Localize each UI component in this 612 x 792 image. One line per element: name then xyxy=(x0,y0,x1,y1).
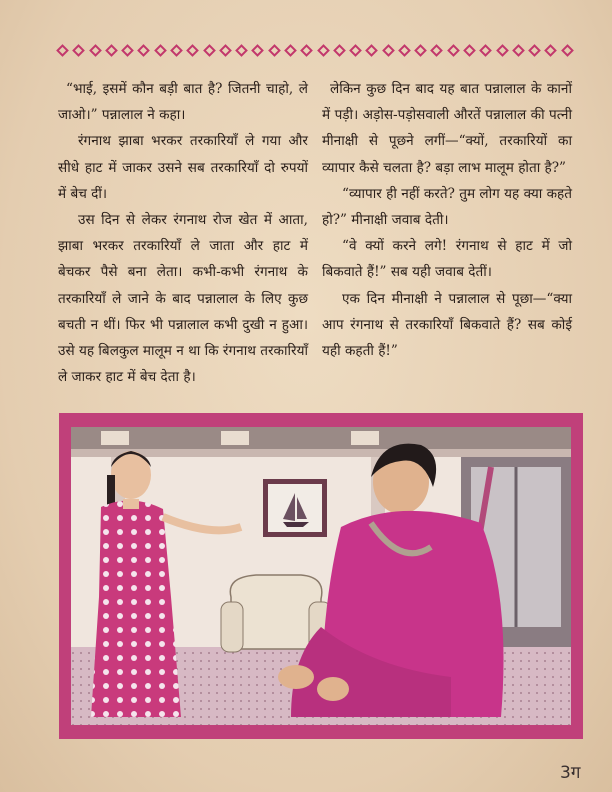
paragraph: उस दिन से लेकर रंगनाथ रोज खेत में आता, झाबा भरकर तरकारियाँ ले जाता और हाट में बेचकर पैसे बना लेता। कभी-कभी रंगनाथ के तरकारियाँ ले जाने के बाद पन्नालाल के लिए कुछ बचती न थीं। फिर भी पन्नालाल कभी दुखी न हुआ। उसे यह बिलकुल मालूम न था कि रंगनाथ तरकारियाँ ले जाकर हाट में बेच देता है। xyxy=(58,212,308,386)
woman-talking-to-seated-man-illustration xyxy=(71,427,571,725)
story-illustration xyxy=(59,413,583,739)
page-number: 3ग xyxy=(560,763,581,783)
paragraph: रंगनाथ झाबा भरकर तरकारियाँ ले गया और सीधे हाट में जाकर उसने सब तरकारियाँ दो रुपयों में बेच दीं। xyxy=(58,133,308,202)
paragraph: लेकिन कुछ दिन बाद यह बात पन्नालाल के कानों में पड़ी। अड़ोस-पड़ोसवाली औरतें पन्नालाल की पत्नी मीनाक्षी से पूछने लगीं—“क्यों, तरकारियों का व्यापार कैसे चलता है? बड़ा लाभ मालूम होता है?” xyxy=(322,81,572,176)
decorative-border xyxy=(58,42,572,58)
right-text-column xyxy=(322,76,572,364)
paragraph: एक दिन मीनाक्षी ने पन्नालाल से पूछा—“क्या आप रंगनाथ से तरकारियाँ बिकवाते हैं? सब कोई यही कहती हैं!” xyxy=(322,290,572,360)
paragraph: “व्यापार ही नहीं करते? तुम लोग यह क्या कहते हो?” मीनाक्षी जवाब देती। xyxy=(322,185,572,229)
paragraph: “भाई, इसमें कौन बड़ी बात है? जितनी चाहो, ले जाओ।” पन्नालाल ने कहा। xyxy=(58,81,308,124)
left-text-column xyxy=(58,76,308,390)
paragraph: “वे क्यों करने लगे! रंगनाथ से हाट में जो बिकवाते हैं!” सब यही जवाब देतीं। xyxy=(322,238,572,281)
